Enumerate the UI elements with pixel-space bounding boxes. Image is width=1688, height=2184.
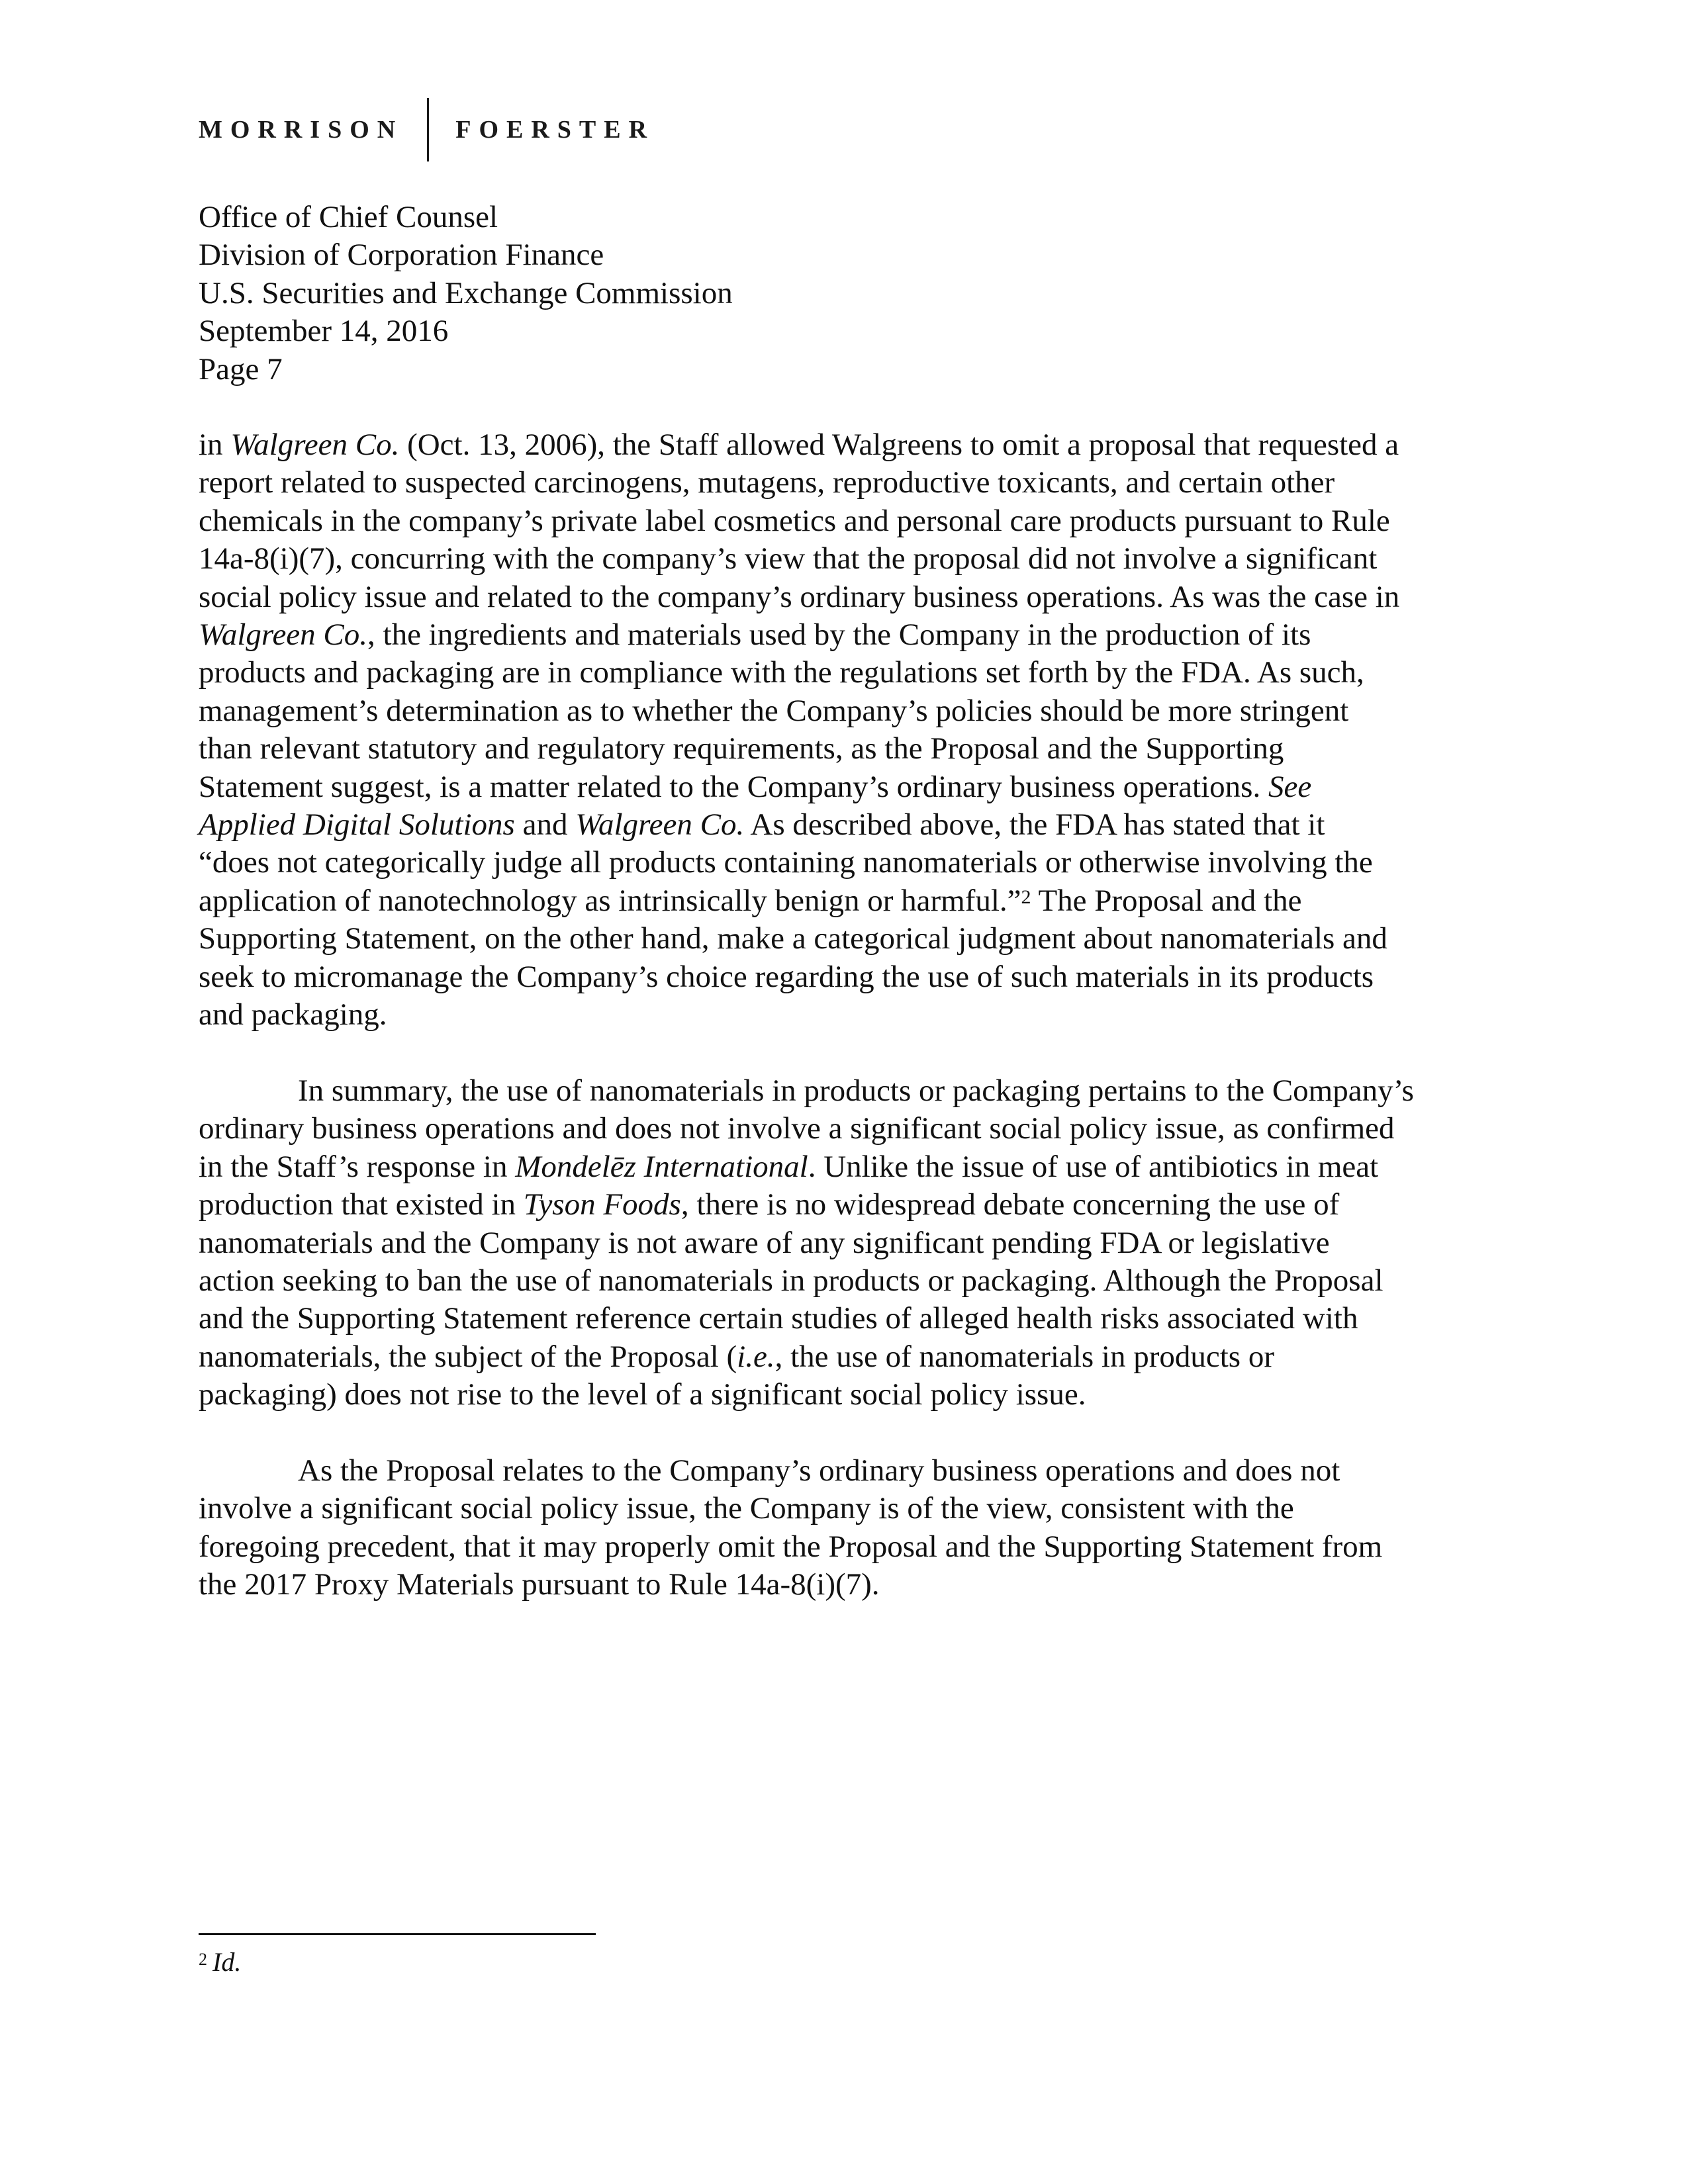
text-line: As the Proposal relates to the Company’s ordinary business operations and does not (298, 1453, 1340, 1488)
paragraph-2 (199, 1072, 1496, 1414)
text-line: in Walgreen Co. (Oct. 13, 2006), the Staff allowed Walgreens to omit a proposal that requested a (199, 428, 1399, 462)
recipient-office: Office of Chief Counsel (199, 200, 498, 234)
text-line: Supporting Statement, on the other hand, make a categorical judgment about nanomaterials and (199, 921, 1387, 956)
logo-word-morrison: MORRISON (199, 116, 404, 144)
text-line: involve a significant social policy issue, the Company is of the view, consistent with the (199, 1491, 1294, 1526)
logo-divider (427, 98, 429, 161)
text-line: the 2017 Proxy Materials pursuant to Rule 14a-8(i)(7). (199, 1567, 880, 1602)
text-line: production that existed in Tyson Foods, there is no widespread debate concerning the use of (199, 1187, 1340, 1222)
text-line: Applied Digital Solutions and Walgreen Co. As described above, the FDA has stated that it (199, 807, 1325, 842)
text-line: seek to micromanage the Company’s choice regarding the use of such materials in its products (199, 959, 1374, 994)
paragraph-1 (199, 426, 1496, 1034)
text-line: Walgreen Co., the ingredients and materials used by the Company in the production of its (199, 617, 1311, 653)
footnote-text: Id. (212, 1947, 242, 1977)
text-line: management’s determination as to whether the Company’s policies should be more stringent (199, 693, 1349, 728)
text-line: in the Staff’s response in Mondelēz International. Unlike the issue of use of antibiotics in meat (199, 1149, 1379, 1184)
text-line: and the Supporting Statement reference certain studies of alleged health risks associated with (199, 1301, 1358, 1336)
letter-date: September 14, 2016 (199, 314, 449, 349)
text-line: application of nanotechnology as intrinsically benign or harmful.”$^2$ The Proposal and the (199, 883, 1302, 918)
footnote-number: 2 (199, 1950, 207, 1969)
recipient-header (199, 199, 733, 388)
text-line: action seeking to ban the use of nanomaterials in products or packaging. Although the Proposal (199, 1263, 1383, 1298)
page-number: Page 7 (199, 351, 283, 387)
footnote-reference: 2 (1021, 886, 1031, 908)
logo-word-foerster: FOERSTER (455, 116, 655, 144)
text-line: nanomaterials and the Company is not aware of any significant pending FDA or legislative (199, 1225, 1330, 1260)
recipient-division: Division of Corporation Finance (199, 238, 604, 273)
letterhead-logo (199, 97, 655, 163)
text-line: Statement suggest, is a matter related to the Company’s ordinary business operations. See (199, 769, 1312, 804)
text-line: packaging) does not rise to the level of a significant social policy issue. (199, 1377, 1086, 1412)
recipient-commission: U.S. Securities and Exchange Commission (199, 275, 733, 310)
text-line: report related to suspected carcinogens, mutagens, reproductive toxicants, and certain other (199, 465, 1335, 500)
text-line: nanomaterials, the subject of the Proposal (i.e., the use of nanomaterials in products or (199, 1339, 1274, 1374)
text-line: products and packaging are in compliance with the regulations set forth by the FDA. As such, (199, 655, 1364, 690)
text-line: social policy issue and related to the company’s ordinary business operations. As was the case in (199, 579, 1400, 614)
text-line: than relevant statutory and regulatory requirements, as the Proposal and the Supporting (199, 731, 1284, 766)
text-line: chemicals in the company’s private label cosmetics and personal care products pursuant to Rule (199, 503, 1390, 538)
text-line: In summary, the use of nanomaterials in products or packaging pertains to the Company’s (298, 1073, 1414, 1108)
paragraph-3 (199, 1452, 1496, 1604)
text-line: 14a-8(i)(7), concurring with the company’s view that the proposal did not involve a significant (199, 541, 1378, 576)
text-line: foregoing precedent, that it may properly omit the Proposal and the Supporting Statement from (199, 1529, 1383, 1564)
text-line: and packaging. (199, 997, 387, 1032)
footnote-divider (199, 1933, 596, 1935)
text-line: “does not categorically judge all products containing nanomaterials or otherwise involving the (199, 845, 1373, 880)
footnote (199, 1946, 241, 1979)
text-line: ordinary business operations and does not involve a significant social policy issue, as confirmed (199, 1111, 1395, 1146)
